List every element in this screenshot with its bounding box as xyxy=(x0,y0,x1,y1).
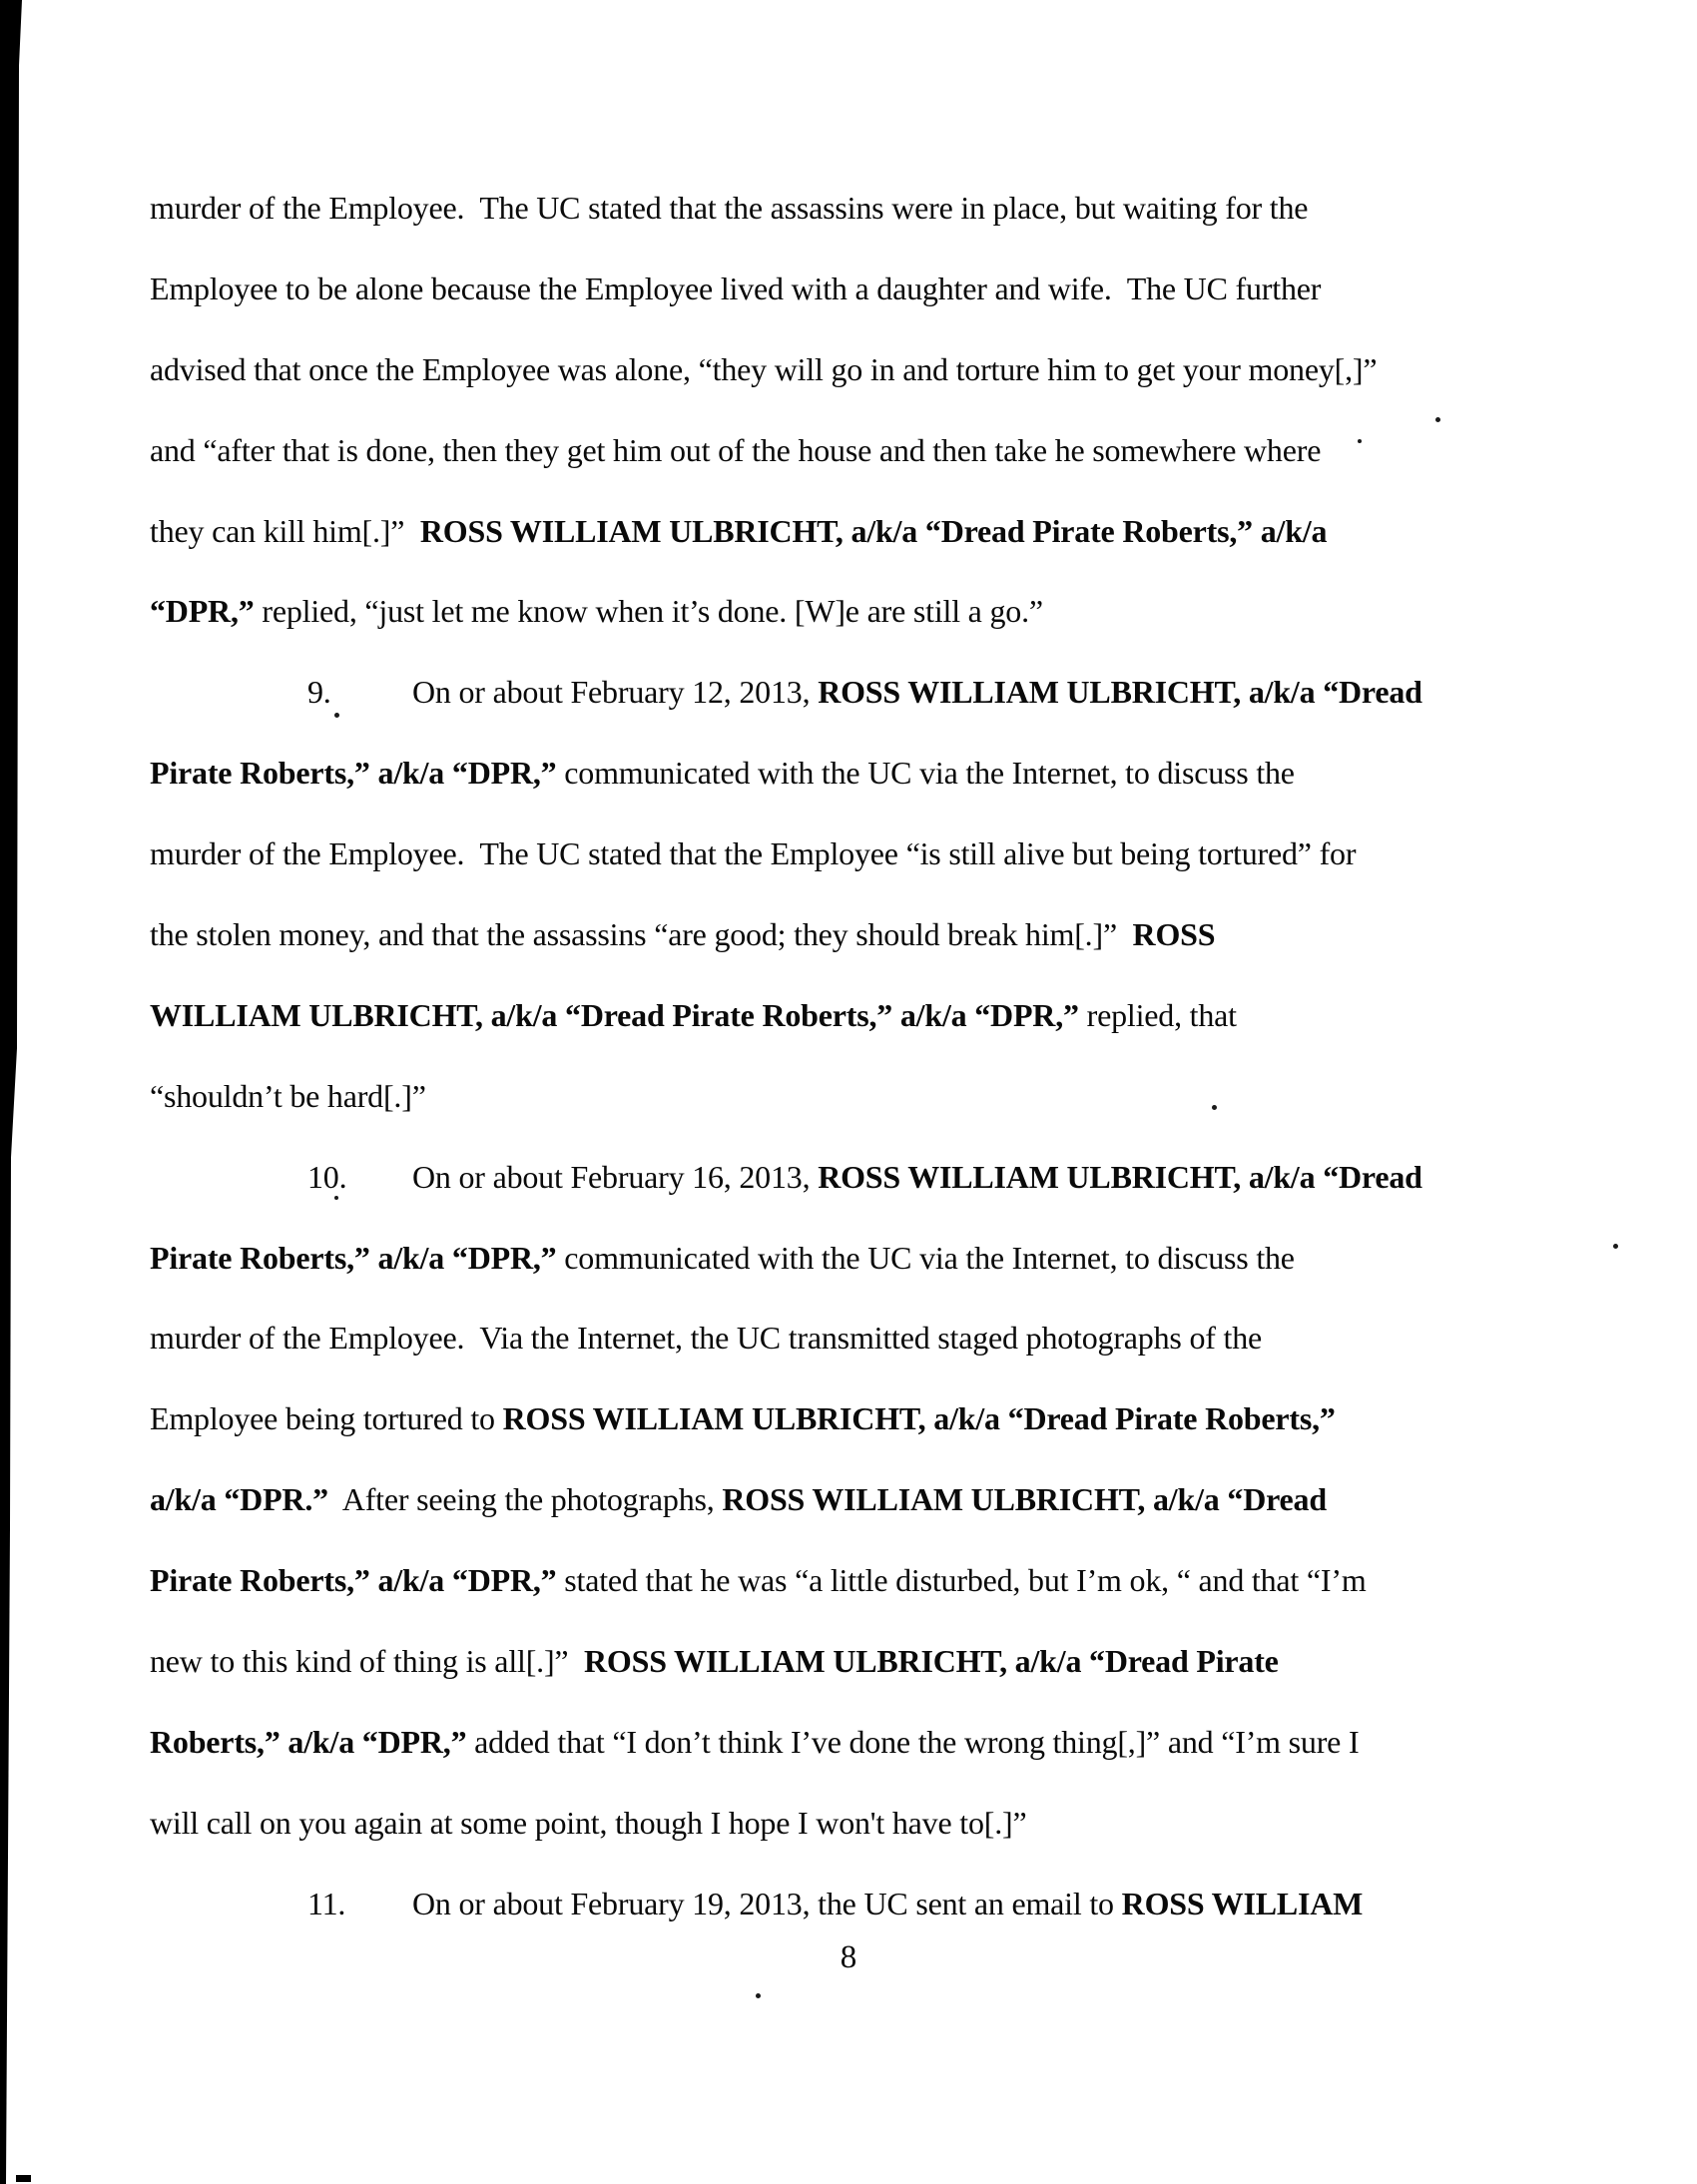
text-line xyxy=(150,249,1567,329)
defendant-name-bold: ROSS xyxy=(1132,916,1216,953)
text-run: Employee being tortured to xyxy=(150,1400,503,1437)
scan-speck-artifact xyxy=(756,1993,761,1998)
defendant-name-bold: Roberts,” a/k/a “DPR,” xyxy=(150,1723,467,1760)
text-run: new to this kind of thing is all[.]” xyxy=(150,1643,585,1680)
text-line xyxy=(150,814,1567,894)
defendant-name-bold: Pirate Roberts,” a/k/a “DPR,” xyxy=(150,755,557,792)
document-body xyxy=(150,168,1567,1944)
text-line xyxy=(150,1459,1567,1540)
text-line xyxy=(150,1298,1567,1378)
defendant-name-bold: ROSS WILLIAM ULBRICHT, a/k/a “Dread Pirate Roberts,” xyxy=(502,1400,1336,1437)
defendant-name-bold: WILLIAM ULBRICHT, a/k/a “Dread Pirate Roberts,” a/k/a “DPR,” xyxy=(150,996,1079,1033)
text-run: will call on you again at some point, though I hope I won't have to[.]” xyxy=(150,1804,1027,1841)
defendant-name-bold: ROSS WILLIAM ULBRICHT, a/k/a “Dread xyxy=(722,1481,1327,1518)
text-line xyxy=(150,410,1567,491)
scan-left-edge-artifact xyxy=(0,0,24,2184)
text-run: “shouldn’t be hard[.]” xyxy=(150,1077,426,1114)
defendant-name-bold: ROSS WILLIAM ULBRICHT, a/k/a “Dread Pirate xyxy=(584,1643,1279,1680)
scan-speck-artifact xyxy=(334,1196,338,1200)
paragraph-first-line xyxy=(150,1137,1567,1218)
defendant-name-bold: ROSS WILLIAM ULBRICHT, a/k/a “Dread Pirate Roberts,” a/k/a xyxy=(419,512,1328,549)
text-line xyxy=(150,1056,1567,1137)
text-run: After seeing the photographs, xyxy=(327,1481,723,1518)
defendant-name-bold: ROSS WILLIAM xyxy=(1121,1885,1364,1921)
paragraph-number: 10. xyxy=(307,1158,347,1195)
text-line xyxy=(150,733,1567,814)
text-run: replied, “just let me know when it’s done. [W]e are still a go.” xyxy=(254,593,1043,630)
paragraph-number: 11. xyxy=(307,1885,346,1921)
text-run: On or about February 19, 2013, the UC sent an email to xyxy=(412,1885,1122,1921)
text-run: the stolen money, and that the assassins “are good; they should break him[.]” xyxy=(150,916,1133,953)
text-run: replied, that xyxy=(1078,996,1237,1033)
text-line xyxy=(150,894,1567,975)
text-line xyxy=(150,168,1567,249)
scan-corner-artifact xyxy=(16,2175,31,2182)
text-line xyxy=(150,1540,1567,1621)
text-run: they can kill him[.]” xyxy=(150,512,420,549)
text-line xyxy=(150,329,1567,410)
scan-speck-artifact xyxy=(1358,439,1362,443)
page-number: 8 xyxy=(840,1939,857,1975)
text-run: advised that once the Employee was alone, “they will go in and torture him to get your money[,]” xyxy=(150,350,1378,387)
text-run: Employee to be alone because the Employee lived with a daughter and wife. The UC further xyxy=(150,270,1322,306)
text-run: murder of the Employee. Via the Internet, the UC transmitted staged photographs of the xyxy=(150,1320,1263,1357)
text-line xyxy=(150,1378,1567,1459)
text-line xyxy=(150,1218,1567,1299)
text-run: murder of the Employee. The UC stated that the Employee “is still alive but being tortured” for xyxy=(150,835,1357,872)
paragraph-number: 9. xyxy=(307,674,331,711)
defendant-name-bold: ROSS WILLIAM ULBRICHT, a/k/a “Dread xyxy=(818,1158,1422,1195)
scan-speck-artifact xyxy=(334,713,339,718)
defendant-name-bold: Pirate Roberts,” a/k/a “DPR,” xyxy=(150,1239,557,1276)
text-run: On or about February 16, 2013, xyxy=(412,1158,819,1195)
defendant-name-bold: a/k/a “DPR.” xyxy=(150,1481,328,1518)
text-run: On or about February 12, 2013, xyxy=(412,674,819,711)
text-run: murder of the Employee. The UC stated that the assassins were in place, but waiting for the xyxy=(150,190,1309,226)
text-run: communicated with the UC via the Internet, to discuss the xyxy=(556,755,1295,792)
paragraph-first-line xyxy=(150,1864,1567,1944)
text-line xyxy=(150,1621,1567,1702)
text-run: added that “I don’t think I’ve done the wrong thing[,]” and “I’m sure I xyxy=(466,1723,1360,1760)
paragraph-first-line xyxy=(150,652,1567,733)
text-line xyxy=(150,491,1567,572)
text-run: and “after that is done, then they get him out of the house and then take he somewhere where xyxy=(150,431,1322,468)
text-line xyxy=(150,1702,1567,1783)
text-line xyxy=(150,571,1567,652)
scan-speck-artifact xyxy=(1435,417,1440,422)
text-run: communicated with the UC via the Internet, to discuss the xyxy=(556,1239,1295,1276)
defendant-name-bold: Pirate Roberts,” a/k/a “DPR,” xyxy=(150,1562,557,1599)
text-line xyxy=(150,975,1567,1056)
scan-speck-artifact xyxy=(1613,1244,1618,1249)
scan-speck-artifact xyxy=(1212,1105,1217,1110)
defendant-name-bold: “DPR,” xyxy=(150,593,255,630)
defendant-name-bold: ROSS WILLIAM ULBRICHT, a/k/a “Dread xyxy=(818,674,1422,711)
text-run: stated that he was “a little disturbed, but I’m ok, “ and that “I’m xyxy=(556,1562,1367,1599)
text-line xyxy=(150,1783,1567,1864)
